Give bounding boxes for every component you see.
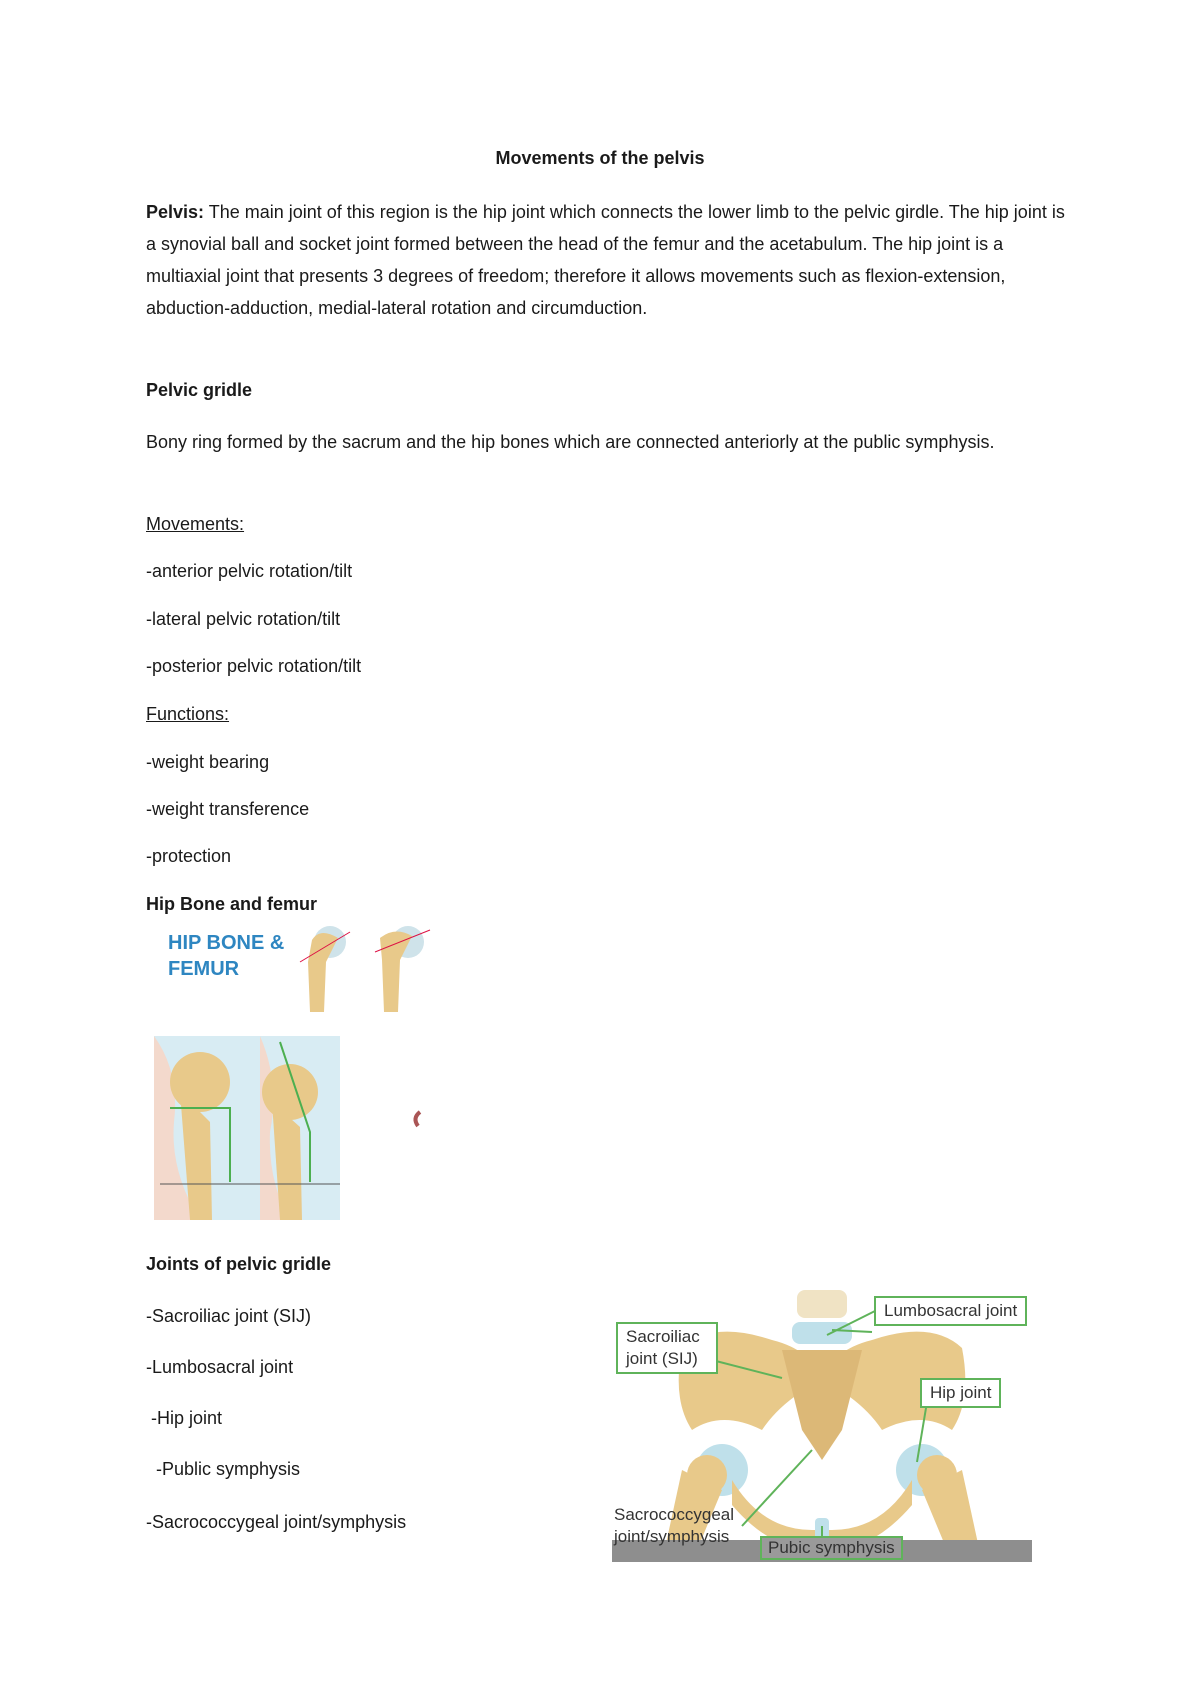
function-item: -weight transference (146, 799, 310, 819)
function-item: -weight bearing (146, 752, 270, 772)
label-sacrococcygeal: Sacrococcygeal joint/symphysis (614, 1505, 735, 1546)
movement-item: -lateral pelvic rotation/tilt (146, 609, 341, 629)
intro-paragraph (146, 196, 1076, 324)
figure-title-line: HIP BONE & (168, 932, 285, 954)
pelvic-gridle-description: Bony ring formed by the sacrum and the hip bones which are connected anteriorly at the public symphysis. (146, 432, 995, 452)
femur-sketch-1 (300, 926, 350, 1012)
label-lumbosacral: Lumbosacral joint (874, 1296, 1027, 1326)
intro-label: Pelvis: (146, 202, 205, 222)
joint-item: -Hip joint (146, 1408, 223, 1428)
pelvis-figure (612, 1290, 1032, 1562)
hip-bone-figure (150, 922, 450, 1222)
femur-sketch-2 (375, 926, 430, 1012)
joint-item: -Sacrococcygeal joint/symphysis (146, 1512, 407, 1532)
movements-heading: Movements: (146, 514, 245, 534)
page-title: Movements of the pelvis (495, 148, 705, 168)
pelvic-gridle-heading: Pelvic gridle (146, 380, 253, 400)
movement-item: -anterior pelvic rotation/tilt (146, 561, 353, 581)
joint-item: -Public symphysis (146, 1459, 301, 1479)
intro-text: The main joint of this region is the hip joint which connects the lower limb to the pelvic girdle. The hip joint is a synovial ball and socket joint formed between the head of the femur and the acetabulum. The hip joint is a multiaxial joint that presents 3 degrees of freedom; therefore it allows movements such as flexion-extension, abduction-adduction, medial-lateral rotation and circumduction. (146, 202, 1065, 318)
functions-heading: Functions: (146, 704, 230, 724)
label-hip-joint: Hip joint (920, 1378, 1001, 1408)
label-pubic-symphysis: Pubic symphysis (760, 1536, 903, 1560)
femur-illustrations (150, 922, 450, 1222)
joints-heading: Joints of pelvic gridle (146, 1254, 332, 1274)
label-sacroiliac: Sacroiliac joint (SIJ) (616, 1322, 718, 1374)
joint-item: -Sacroiliac joint (SIJ) (146, 1306, 312, 1326)
hip-bone-heading: Hip Bone and femur (146, 894, 318, 914)
function-item: -protection (146, 846, 232, 866)
movement-item: -posterior pelvic rotation/tilt (146, 656, 362, 676)
figure-title-line: FEMUR (168, 958, 240, 980)
joint-item: -Lumbosacral joint (146, 1357, 294, 1377)
